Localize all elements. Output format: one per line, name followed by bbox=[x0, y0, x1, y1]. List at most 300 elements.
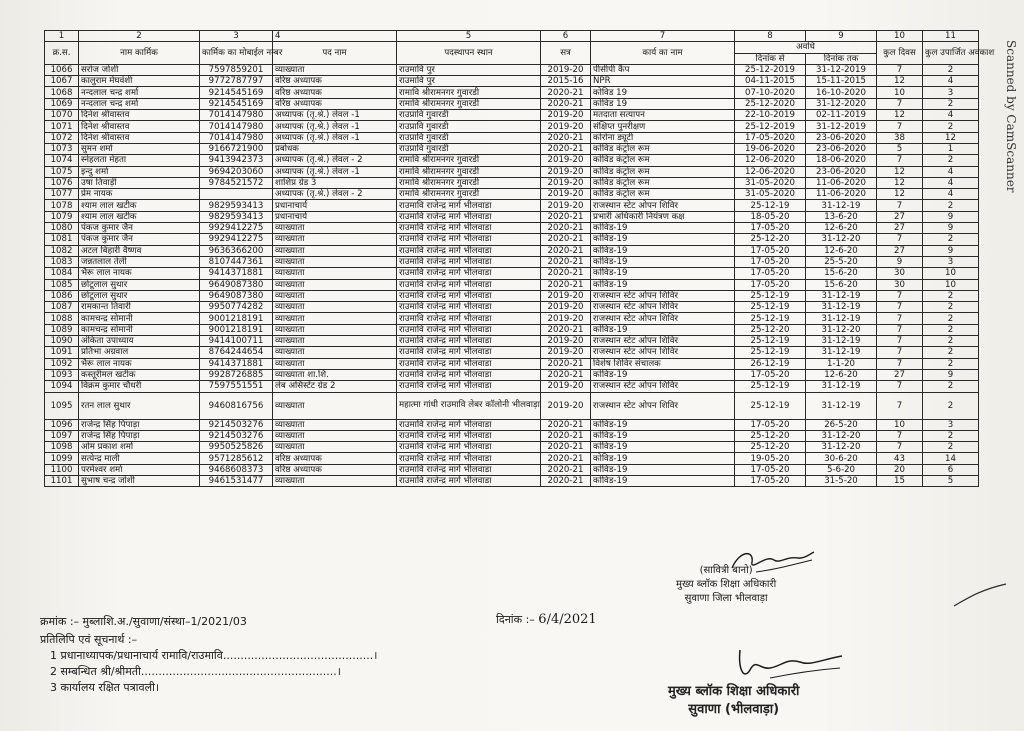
cell-days: 12 bbox=[877, 110, 923, 121]
cell-posting: राउमावि राजेन्द्र मार्ग भीलवाडा bbox=[397, 442, 541, 453]
cell-session: 2020-21 bbox=[541, 256, 591, 267]
cell-posting: राउमावि राजेन्द्र मार्ग भीलवाडा bbox=[397, 256, 541, 267]
cell-post: व्याख्याता bbox=[273, 347, 397, 358]
table-row bbox=[45, 76, 979, 87]
cell-mobile: 9829593413 bbox=[200, 211, 273, 222]
cell-days: 5 bbox=[877, 143, 923, 154]
cell-from: 17-05-20 bbox=[735, 268, 806, 279]
cell-mobile: 9694203060 bbox=[200, 166, 273, 177]
cell-days: 10 bbox=[877, 87, 923, 98]
cell-to: 12-6-20 bbox=[806, 245, 877, 256]
cell-post: अध्यापक (तृ.श्रे.) लेवल - 2 bbox=[273, 189, 397, 200]
cell-mobile: 9001218191 bbox=[200, 313, 273, 324]
cell-to: 31-12-2020 bbox=[806, 98, 877, 109]
cell-name: भैरू लाल नायक bbox=[79, 268, 200, 279]
cell-session: 2019-20 bbox=[541, 290, 591, 301]
cell-posting: राउमावि राजेन्द्र मार्ग भीलवाडा bbox=[397, 200, 541, 211]
cell-session: 2019-20 bbox=[541, 64, 591, 75]
cell-from: 17-05-20 bbox=[735, 279, 806, 290]
pen-mark bbox=[950, 580, 1010, 610]
signature-scribble bbox=[730, 640, 850, 688]
scanner-watermark: Scanned by CamScanner bbox=[1004, 40, 1018, 193]
cell-mobile: 9414371881 bbox=[200, 358, 273, 369]
office-stamp bbox=[668, 683, 799, 719]
cell-serial: 1084 bbox=[45, 268, 79, 279]
cell-post: व्याख्याता bbox=[273, 419, 397, 430]
cell-days: 7 bbox=[877, 121, 923, 132]
cell-post: वरिष्ठ अध्यापक bbox=[273, 453, 397, 464]
cell-post: व्याख्याता शा.शि. bbox=[273, 369, 397, 380]
cell-serial: 1088 bbox=[45, 313, 79, 324]
header-post: पद नाम bbox=[273, 42, 397, 65]
cell-name: कामचन्द्र सोमानी bbox=[79, 324, 200, 335]
cell-session: 2019-20 bbox=[541, 200, 591, 211]
cell-posting: राउमावि राजेन्द्र मार्ग भीलवाडा bbox=[397, 475, 541, 486]
cell-name: रामकान्त तिवारी bbox=[79, 302, 200, 313]
cell-leave: 2 bbox=[923, 290, 979, 301]
cell-session: 2019-20 bbox=[541, 392, 591, 419]
cell-post: व्याख्याता bbox=[273, 313, 397, 324]
cell-days: 7 bbox=[877, 98, 923, 109]
cell-to: 12-6-20 bbox=[806, 369, 877, 380]
cell-post: अध्यापक (तृ.श्रे.) लेवल -1 bbox=[273, 132, 397, 143]
cell-days: 7 bbox=[877, 313, 923, 324]
signatory-place: सुवाणा जिला भीलवाड़ा bbox=[684, 593, 768, 604]
cell-posting: राउमावि राजेन्द्र मार्ग भीलवाडा bbox=[397, 211, 541, 222]
cell-name: जन्नतलाल तेली bbox=[79, 256, 200, 267]
cell-name: श्याम लाल खटीक bbox=[79, 211, 200, 222]
cell-to: 31-12-20 bbox=[806, 442, 877, 453]
cell-leave: 9 bbox=[923, 211, 979, 222]
cell-session: 2020-21 bbox=[541, 419, 591, 430]
cell-post: व्याख्याता bbox=[273, 302, 397, 313]
cell-posting: राउमावि राजेन्द्र मार्ग भीलवाडा bbox=[397, 324, 541, 335]
cell-to: 26-5-20 bbox=[806, 419, 877, 430]
cell-serial: 1091 bbox=[45, 347, 79, 358]
header-name: नाम कार्मिक bbox=[79, 42, 200, 65]
cell-work: कोविड-19 bbox=[591, 442, 735, 453]
table-row bbox=[45, 290, 979, 301]
cell-days: 27 bbox=[877, 223, 923, 234]
table-row bbox=[45, 155, 979, 166]
cell-posting: राउमावि राजेन्द्र मार्ग भीलवाडा bbox=[397, 336, 541, 347]
cell-post: वरिष्ठ अध्यापक bbox=[273, 98, 397, 109]
cell-days: 27 bbox=[877, 369, 923, 380]
cell-name: छोटूलाल सुथार bbox=[79, 279, 200, 290]
table-row bbox=[45, 200, 979, 211]
cell-days: 43 bbox=[877, 453, 923, 464]
cell-name: छोटूलाल सुथार bbox=[79, 290, 200, 301]
col-num: 7 bbox=[591, 31, 735, 42]
cell-mobile: 9414371881 bbox=[200, 268, 273, 279]
leave-register-table bbox=[44, 30, 995, 487]
table-row bbox=[45, 121, 979, 132]
cell-leave: 9 bbox=[923, 369, 979, 380]
cell-work: कोविड-19 bbox=[591, 268, 735, 279]
column-number-row bbox=[45, 31, 979, 42]
cell-leave: 2 bbox=[923, 381, 979, 392]
cell-to: 11-06-2020 bbox=[806, 189, 877, 200]
cell-post: व्याख्याता bbox=[273, 392, 397, 419]
cell-work: कोविड-19 bbox=[591, 430, 735, 441]
cell-work: प्रभारी अधिकारी नियंत्रण कक्ष bbox=[591, 211, 735, 222]
stamp-line-1: मुख्य ब्लॉक शिक्षा अधिकारी bbox=[668, 684, 800, 699]
cell-to: 15-11-2015 bbox=[806, 76, 877, 87]
table-row bbox=[45, 245, 979, 256]
cell-posting: राउमावि राजेन्द्र मार्ग भीलवाडा bbox=[397, 302, 541, 313]
cell-serial: 1095 bbox=[45, 392, 79, 419]
cell-posting: रामावि श्रीरामनगर गुवारडी bbox=[397, 155, 541, 166]
cell-days: 30 bbox=[877, 279, 923, 290]
cell-work: कोविड कंट्रोल रूम bbox=[591, 155, 735, 166]
cell-to: 31-12-2019 bbox=[806, 64, 877, 75]
cell-to: 12-6-20 bbox=[806, 223, 877, 234]
cell-to: 31-12-19 bbox=[806, 381, 877, 392]
cell-serial: 1096 bbox=[45, 419, 79, 430]
cell-posting: राउमावि राजेन्द्र मार्ग भीलवाडा bbox=[397, 430, 541, 441]
cell-name: अटल बिहारी वैष्णव bbox=[79, 245, 200, 256]
cell-to: 31-12-2019 bbox=[806, 121, 877, 132]
cell-from: 31-05-2020 bbox=[735, 189, 806, 200]
cell-posting: राउमावि राजेन्द्र मार्ग भीलवाडा bbox=[397, 347, 541, 358]
cell-serial: 1086 bbox=[45, 290, 79, 301]
cell-mobile: 9649087380 bbox=[200, 290, 273, 301]
cell-leave: 2 bbox=[923, 358, 979, 369]
cell-work: कोविड 19 bbox=[591, 87, 735, 98]
table-row bbox=[45, 166, 979, 177]
cell-serial: 1081 bbox=[45, 234, 79, 245]
col-num: 10 bbox=[877, 31, 923, 42]
cell-post: व्याख्याता bbox=[273, 475, 397, 486]
cell-from: 25-12-19 bbox=[735, 381, 806, 392]
header-to: दिनांक तक bbox=[806, 53, 877, 64]
cell-work: कोविड-19 bbox=[591, 475, 735, 486]
date-value: 6/4/2021 bbox=[538, 612, 597, 627]
cell-posting: राउमावि राजेन्द्र मार्ग भीलवाडा bbox=[397, 290, 541, 301]
cell-posting: राउप्रावि गुवारडी bbox=[397, 121, 541, 132]
cell-name: उषा तिवाड़ी bbox=[79, 177, 200, 188]
cell-from: 22-10-2019 bbox=[735, 110, 806, 121]
cell-posting: राउमावि राजेन्द्र मार्ग भीलवाडा bbox=[397, 453, 541, 464]
cell-post: व्याख्याता bbox=[273, 256, 397, 267]
cell-serial: 1076 bbox=[45, 177, 79, 188]
cell-days: 27 bbox=[877, 211, 923, 222]
cell-session: 2019-20 bbox=[541, 110, 591, 121]
cell-serial: 1068 bbox=[45, 87, 79, 98]
cell-work: राजस्थान स्टेट ओपन शिविर bbox=[591, 381, 735, 392]
cell-serial: 1083 bbox=[45, 256, 79, 267]
cell-leave: 10 bbox=[923, 279, 979, 290]
cell-days: 7 bbox=[877, 358, 923, 369]
cell-work: कोविड-19 bbox=[591, 419, 735, 430]
cell-to: 11-06-2020 bbox=[806, 177, 877, 188]
cell-posting: राउप्रावि गुवारडी bbox=[397, 132, 541, 143]
cell-session: 2020-21 bbox=[541, 324, 591, 335]
cell-posting: राउमावि पुर bbox=[397, 64, 541, 75]
reference-number: क्रमांक :– मुब्लाशि.अ./सुवाणा/संस्था–1/2021/03 bbox=[40, 615, 247, 628]
cell-posting: राउप्रावि गुवारडी bbox=[397, 143, 541, 154]
cell-mobile: 9214545169 bbox=[200, 87, 273, 98]
cell-from: 25-12-19 bbox=[735, 347, 806, 358]
cell-serial: 1101 bbox=[45, 475, 79, 486]
table-row bbox=[45, 132, 979, 143]
header-row-1 bbox=[45, 42, 979, 53]
table-row bbox=[45, 347, 979, 358]
col-num: 2 bbox=[79, 31, 200, 42]
cell-serial: 1066 bbox=[45, 64, 79, 75]
table-row bbox=[45, 302, 979, 313]
cell-posting: राउमावि राजेन्द्र मार्ग भीलवाडा bbox=[397, 419, 541, 430]
cell-mobile: 9784521572 bbox=[200, 177, 273, 188]
cell-leave: 5 bbox=[923, 475, 979, 486]
cell-serial: 1093 bbox=[45, 369, 79, 380]
cell-posting: राउमावि राजेन्द्र मार्ग भीलवाडा bbox=[397, 234, 541, 245]
cell-leave: 9 bbox=[923, 245, 979, 256]
cell-leave: 4 bbox=[923, 177, 979, 188]
cell-to: 31-12-20 bbox=[806, 430, 877, 441]
col-num: 3 bbox=[200, 31, 273, 42]
table-row bbox=[45, 453, 979, 464]
cell-session: 2020-21 bbox=[541, 268, 591, 279]
table-body bbox=[45, 64, 979, 486]
table-row bbox=[45, 211, 979, 222]
cell-work: राजस्थान स्टेट ओपन शिविर bbox=[591, 313, 735, 324]
date-label: दिनांक :– bbox=[496, 613, 535, 626]
cell-days: 10 bbox=[877, 419, 923, 430]
cell-post: अध्यापक (तृ.श्रे.) लेवल -1 bbox=[273, 110, 397, 121]
cell-posting: रामावि श्रीरामनगर गुवारडी bbox=[397, 189, 541, 200]
date-line bbox=[496, 612, 597, 627]
cell-work: राजस्थान स्टेट ओपन शिविर bbox=[591, 302, 735, 313]
col-num: 4 bbox=[273, 31, 397, 42]
cell-mobile: 9649087380 bbox=[200, 279, 273, 290]
table-row bbox=[45, 475, 979, 486]
cell-post: अध्यापक (तृ.श्रे.) लेवल - 2 bbox=[273, 155, 397, 166]
cell-name: इन्दु शर्मा bbox=[79, 166, 200, 177]
cell-serial: 1092 bbox=[45, 358, 79, 369]
header-days: कुल दिवस bbox=[877, 42, 923, 65]
header-period: अवधि bbox=[735, 42, 877, 53]
cell-days: 9 bbox=[877, 256, 923, 267]
signatory-name: (सावित्री बानो) bbox=[699, 565, 753, 576]
cell-serial: 1067 bbox=[45, 76, 79, 87]
cell-posting: राउप्रावि गुवारडी bbox=[397, 110, 541, 121]
copy-title: प्रतिलिपि एवं सूचनार्थ :– bbox=[40, 633, 138, 646]
cell-mobile: 9413942373 bbox=[200, 155, 273, 166]
cell-serial: 1075 bbox=[45, 166, 79, 177]
cell-from: 25-12-19 bbox=[735, 336, 806, 347]
cell-leave: 12 bbox=[923, 132, 979, 143]
cell-leave: 2 bbox=[923, 392, 979, 419]
copy-item: 2 सम्बन्धित श्री/श्रीमती........................................................। bbox=[50, 665, 341, 678]
cell-name: सत्येन्द्र माली bbox=[79, 453, 200, 464]
cell-from: 17-05-20 bbox=[735, 256, 806, 267]
table-row bbox=[45, 177, 979, 188]
cell-to: 5-6-20 bbox=[806, 464, 877, 475]
cell-name: दिनेश श्रीवास्तव bbox=[79, 121, 200, 132]
cell-name: कस्तूरीमल खटीक bbox=[79, 369, 200, 380]
cell-mobile: 9214503276 bbox=[200, 430, 273, 441]
cell-from: 17-05-2020 bbox=[735, 132, 806, 143]
cell-post: व्याख्याता bbox=[273, 358, 397, 369]
cell-name: दिनेश श्रीवास्तव bbox=[79, 110, 200, 121]
cell-session: 2019-20 bbox=[541, 336, 591, 347]
cell-mobile: 7597551551 bbox=[200, 381, 273, 392]
cell-posting: रामावि श्रीरामनगर गुवारडी bbox=[397, 87, 541, 98]
cell-days: 15 bbox=[877, 475, 923, 486]
cell-name: भैरू लाल नायक bbox=[79, 358, 200, 369]
cell-leave: 9 bbox=[923, 223, 979, 234]
cell-leave: 4 bbox=[923, 166, 979, 177]
cell-mobile: 9468608373 bbox=[200, 464, 273, 475]
cell-leave: 6 bbox=[923, 464, 979, 475]
table-row bbox=[45, 279, 979, 290]
cell-work: पीसीपी कैंप bbox=[591, 64, 735, 75]
cell-post: प्रबोधक bbox=[273, 143, 397, 154]
cell-from: 25-12-2019 bbox=[735, 64, 806, 75]
cell-from: 12-06-2020 bbox=[735, 155, 806, 166]
cell-post: वरिष्ठ अध्यापक bbox=[273, 76, 397, 87]
cell-to: 31-12-19 bbox=[806, 302, 877, 313]
table-row bbox=[45, 234, 979, 245]
cell-days: 7 bbox=[877, 347, 923, 358]
cell-serial: 1098 bbox=[45, 442, 79, 453]
cell-work: कोविड-19 bbox=[591, 279, 735, 290]
cell-session: 2020-21 bbox=[541, 234, 591, 245]
cell-mobile: 9166721900 bbox=[200, 143, 273, 154]
cell-post: व्याख्याता bbox=[273, 234, 397, 245]
header-leave: कुल उपार्जित अवकाश bbox=[923, 42, 979, 65]
cell-serial: 1100 bbox=[45, 464, 79, 475]
cell-to: 31-12-19 bbox=[806, 290, 877, 301]
cell-from: 26-12-19 bbox=[735, 358, 806, 369]
cell-post: व्याख्याता bbox=[273, 324, 397, 335]
cell-mobile: 8107447361 bbox=[200, 256, 273, 267]
header-serial: क्र.स. bbox=[45, 42, 79, 65]
table-row bbox=[45, 64, 979, 75]
cell-leave: 3 bbox=[923, 256, 979, 267]
col-num: 6 bbox=[541, 31, 591, 42]
cell-from: 19-06-2020 bbox=[735, 143, 806, 154]
cell-leave: 2 bbox=[923, 430, 979, 441]
cell-mobile bbox=[200, 189, 273, 200]
cell-days: 7 bbox=[877, 324, 923, 335]
cell-from: 25-12-20 bbox=[735, 234, 806, 245]
cell-from: 18-05-20 bbox=[735, 211, 806, 222]
cell-from: 17-05-20 bbox=[735, 245, 806, 256]
table-row bbox=[45, 87, 979, 98]
cell-mobile: 9414100711 bbox=[200, 336, 273, 347]
cell-mobile: 9929412275 bbox=[200, 234, 273, 245]
cell-session: 2020-21 bbox=[541, 475, 591, 486]
cell-mobile: 7597859201 bbox=[200, 64, 273, 75]
cell-session: 2019-20 bbox=[541, 347, 591, 358]
cell-posting: राउमावि राजेन्द्र मार्ग भीलवाडा bbox=[397, 358, 541, 369]
table-row bbox=[45, 98, 979, 109]
cell-session: 2019-20 bbox=[541, 177, 591, 188]
cell-leave: 2 bbox=[923, 324, 979, 335]
cell-days: 12 bbox=[877, 177, 923, 188]
cell-work: कोविड-19 bbox=[591, 369, 735, 380]
cell-work: कोविड 19 bbox=[591, 98, 735, 109]
cell-session: 2019-20 bbox=[541, 381, 591, 392]
cell-leave: 2 bbox=[923, 313, 979, 324]
cell-work: कोविड-19 bbox=[591, 256, 735, 267]
cell-serial: 1094 bbox=[45, 381, 79, 392]
cell-mobile: 9950525826 bbox=[200, 442, 273, 453]
header-posting: पदस्थापन स्थान bbox=[397, 42, 541, 65]
cell-post: प्रधानाचार्य bbox=[273, 200, 397, 211]
cell-name: पंकज कुमार जैन bbox=[79, 234, 200, 245]
cell-mobile: 9929412275 bbox=[200, 223, 273, 234]
cell-to: 23-06-2020 bbox=[806, 166, 877, 177]
cell-name: नन्दलाल चन्द्र शर्मा bbox=[79, 98, 200, 109]
cell-work: संक्षिप्त पुनरीक्षण bbox=[591, 121, 735, 132]
cell-post: अध्यापक (तृ.श्रे.) लेवल -1 bbox=[273, 121, 397, 132]
cell-session: 2020-21 bbox=[541, 132, 591, 143]
cell-serial: 1074 bbox=[45, 155, 79, 166]
cell-session: 2020-21 bbox=[541, 87, 591, 98]
cell-name: अंकिता उपाध्याय bbox=[79, 336, 200, 347]
cell-session: 2019-20 bbox=[541, 166, 591, 177]
cell-post: व्याख्याता bbox=[273, 442, 397, 453]
cell-name: विक्रम कुमार चौधरी bbox=[79, 381, 200, 392]
cell-name: सुभाष चन्द्र जोशी bbox=[79, 475, 200, 486]
cell-leave: 2 bbox=[923, 155, 979, 166]
signatory-title: मुख्य ब्लॉक शिक्षा अधिकारी bbox=[676, 579, 777, 590]
cell-serial: 1072 bbox=[45, 132, 79, 143]
cell-session: 2020-21 bbox=[541, 453, 591, 464]
cell-session: 2020-21 bbox=[541, 143, 591, 154]
table-row bbox=[45, 464, 979, 475]
cell-to: 31-12-20 bbox=[806, 234, 877, 245]
col-num: 5 bbox=[397, 31, 541, 42]
cell-session: 2020-21 bbox=[541, 430, 591, 441]
cell-post: व्याख्याता bbox=[273, 268, 397, 279]
cell-work: कोविड कंट्रोल रूम bbox=[591, 166, 735, 177]
cell-leave: 4 bbox=[923, 76, 979, 87]
cell-session: 2019-20 bbox=[541, 313, 591, 324]
cell-serial: 1069 bbox=[45, 98, 79, 109]
cell-serial: 1078 bbox=[45, 200, 79, 211]
signatory-block bbox=[676, 564, 776, 606]
copy-to-list bbox=[40, 632, 377, 696]
header-mobile: कार्मिक का मोबाईल नम्बर bbox=[200, 42, 273, 65]
cell-from: 25-12-2020 bbox=[735, 98, 806, 109]
col-num: 11 bbox=[923, 31, 979, 42]
cell-name: कालुराम मेघवंशी bbox=[79, 76, 200, 87]
cell-days: 7 bbox=[877, 64, 923, 75]
cell-post: लेब असिस्टेंट ग्रेड 2 bbox=[273, 381, 397, 392]
header-from: दिनांक से bbox=[735, 53, 806, 64]
cell-from: 25-12-2019 bbox=[735, 121, 806, 132]
cell-post: व्याख्याता bbox=[273, 279, 397, 290]
table-row bbox=[45, 381, 979, 392]
cell-name: नन्दलाल चन्द्र शर्मा bbox=[79, 87, 200, 98]
cell-session: 2020-21 bbox=[541, 369, 591, 380]
cell-from: 17-05-20 bbox=[735, 475, 806, 486]
cell-leave: 3 bbox=[923, 87, 979, 98]
cell-session: 2020-21 bbox=[541, 245, 591, 256]
cell-days: 27 bbox=[877, 245, 923, 256]
cell-work: मतदाता सत्यापन bbox=[591, 110, 735, 121]
cell-from: 17-05-20 bbox=[735, 223, 806, 234]
cell-from: 25-12-19 bbox=[735, 290, 806, 301]
col-num: 1 bbox=[45, 31, 79, 42]
header-session: सत्र bbox=[541, 42, 591, 65]
cell-mobile: 9461531477 bbox=[200, 475, 273, 486]
cell-serial: 1087 bbox=[45, 302, 79, 313]
